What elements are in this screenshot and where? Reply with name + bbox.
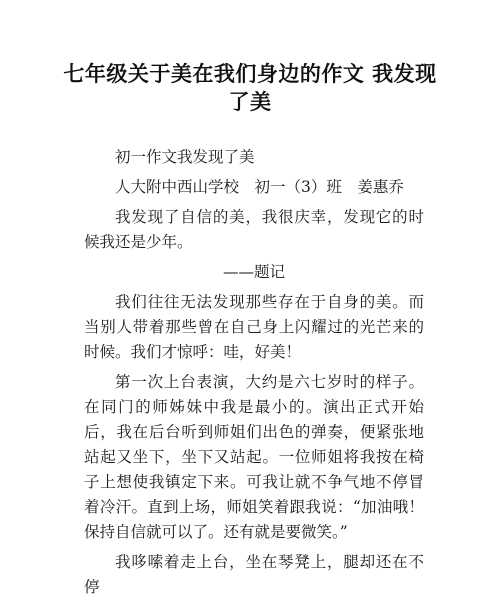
document-body (84, 145, 424, 605)
document-title: 七年级关于美在我们身边的作文 我发现了美 (63, 62, 437, 114)
paragraph: 我哆嗦着走上台，坐在琴凳上，腿却还在不停 (84, 553, 424, 596)
epigraph-attribution: ——题记 (222, 263, 285, 281)
paragraph: 我们往往无法发现那些存在于自身的美。而当别人带着那些曾在自己身上闪耀过的光芒来的时候。我们才惊呼：哇，好美！ (84, 293, 424, 361)
paragraph: 第一次上台表演，大约是六七岁时的样子。在同门的师姊妹中我是最小的。演出正式开始后，我在后台听到师姐们出色的弹奏，便紧张地站起又坐下，坐下又站起。一位师姐将我按在椅子上想使我镇定下来。可我让就不争气地不停冒着冷汗。直到上场，师姐笑着跟我说：“加油哦！保持自信就可以了。还有就是要微笑。” (84, 373, 424, 541)
essay-heading: 初一作文我发现了美 (115, 148, 255, 166)
author-line: 人大附中西山学校 初一（3）班 姜惠乔 (115, 178, 404, 196)
epigraph-text: 我发现了自信的美，我很庆幸，发现它的时候我还是少年。 (84, 208, 424, 251)
